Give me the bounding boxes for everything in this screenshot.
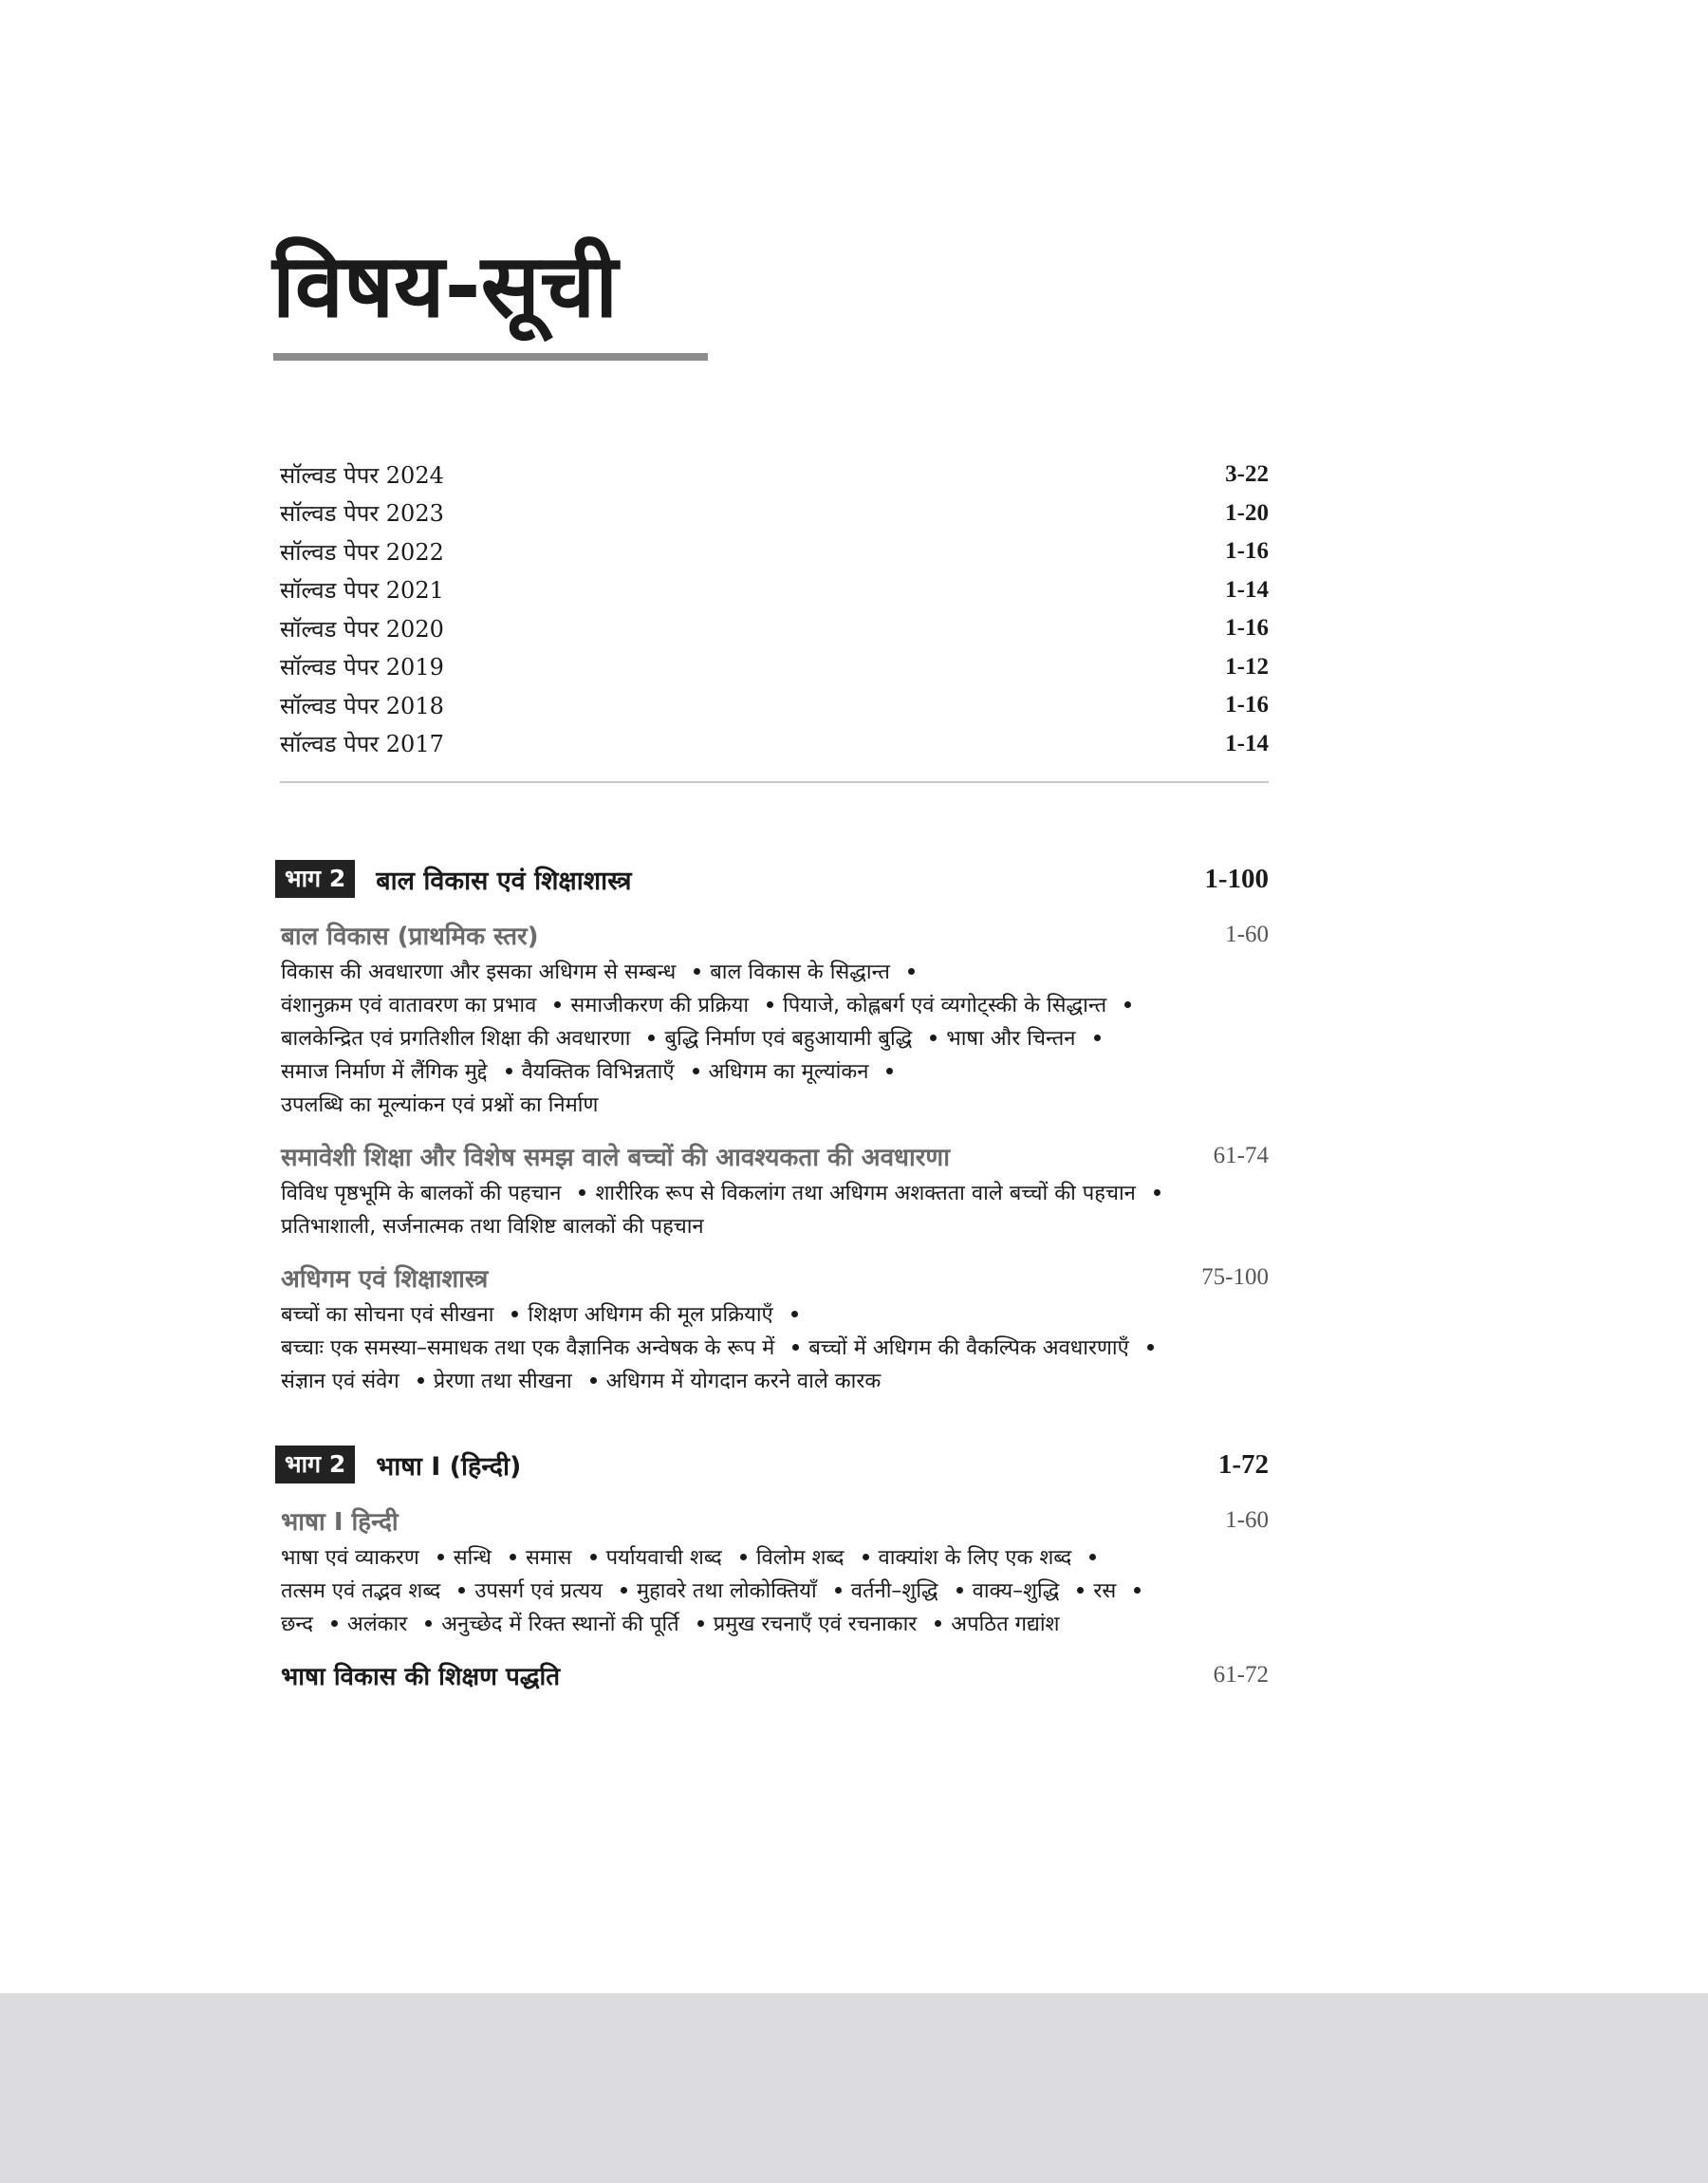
topic-item: शारीरिक रूप से विकलांग तथा अधिगम अशक्तता वाले बच्चों की पहचान — [595, 1182, 1136, 1205]
solved-paper-pages: 3-22 — [1225, 461, 1269, 488]
part-header[interactable] — [275, 1443, 1269, 1486]
bullet-separator — [590, 1377, 597, 1384]
bullet-separator — [693, 1068, 699, 1074]
section-title: समावेशी शिक्षा और विशेष समझ वाले बच्चों की आवश्यकता की अवधारणा — [281, 1144, 950, 1172]
topic-item: समाजीकरण की प्रक्रिया — [570, 994, 750, 1017]
bullet-separator — [590, 1554, 597, 1560]
topic-list — [281, 1541, 1178, 1641]
section-page-range: 61-74 — [1213, 1143, 1269, 1168]
solved-paper-pages: 1-14 — [1225, 730, 1269, 756]
topic-item: प्रमुख रचनाएँ एवं रचनाकार — [713, 1613, 918, 1636]
section-title: भाषा I हिन्दी — [281, 1508, 399, 1537]
topic-item: बालकेन्द्रित एवं प्रगतिशील शिक्षा की अवधारणा — [281, 1027, 631, 1051]
page-title: विषय-सूची — [272, 235, 619, 337]
bullet-separator — [792, 1344, 799, 1351]
bullet-separator — [956, 1587, 963, 1594]
section-hindi-language — [281, 1502, 1269, 1641]
topic-item: बुद्धि निर्माण एवं बहुआयामी बुद्धि — [664, 1027, 913, 1051]
solved-paper-pages: 1-20 — [1225, 499, 1269, 526]
bullet-separator — [1089, 1554, 1096, 1560]
topic-list — [281, 1298, 1178, 1398]
topic-item: भाषा और चिन्तन — [946, 1027, 1076, 1051]
bullet-separator — [863, 1554, 869, 1560]
section-header[interactable] — [281, 1259, 1269, 1297]
solved-paper-label: सॉल्वड पेपर 2022 — [280, 538, 444, 566]
bullet-separator — [331, 1620, 338, 1627]
topic-item: बच्चों में अधिगम की वैकल्पिक अवधारणाएँ — [808, 1336, 1129, 1360]
solved-paper-pages: 1-14 — [1225, 576, 1269, 603]
bullet-separator — [767, 1001, 773, 1008]
topic-item: सन्धि — [453, 1546, 492, 1570]
bullet-separator — [621, 1587, 627, 1594]
topic-item: विविध पृष्ठभूमि के बालकों की पहचान — [281, 1182, 562, 1205]
footer-band — [0, 1993, 1708, 2183]
section-title: बाल विकास (प्राथमिक स्तर) — [281, 923, 539, 951]
solved-paper-pages: 1-16 — [1225, 538, 1269, 565]
topic-item: प्रतिभाशाली, सर्जनात्मक तथा विशिष्ट बालकों की पहचान — [281, 1215, 704, 1239]
topic-item: पियाजे, कोह्लबर्ग एवं व्यगोट्स्की के सिद्धान्त — [783, 994, 1107, 1017]
bullet-separator — [908, 968, 915, 975]
part-title: भाषा I (हिन्दी) — [376, 1451, 522, 1482]
topic-item: बच्चाः एक समस्या–समाधक तथा एक वैज्ञानिक अन्वेषक के रूप में — [281, 1336, 775, 1360]
part-language-hindi — [275, 1443, 1269, 1694]
topic-item: संज्ञान एवं संवेग — [281, 1370, 399, 1393]
part-header[interactable] — [275, 857, 1269, 901]
section-learning-pedagogy — [281, 1259, 1269, 1398]
title-underline — [273, 353, 708, 361]
bullet-separator — [458, 1587, 465, 1594]
bullet-separator — [425, 1620, 432, 1627]
topic-item: समास — [525, 1546, 572, 1570]
topic-item: बाल विकास के सिद्धान्त — [710, 961, 890, 984]
part-page-range: 1-72 — [1217, 1448, 1269, 1480]
section-language-pedagogy — [281, 1656, 1269, 1694]
topic-item: रस — [1093, 1579, 1117, 1603]
topic-item: मुहावरे तथा लोकोक्तियाँ — [636, 1579, 817, 1603]
topic-item: प्रेरणा तथा सीखना — [433, 1370, 572, 1393]
bullet-separator — [935, 1620, 941, 1627]
topic-item: अनुच्छेद में रिक्त स्थानों की पूर्ति — [441, 1613, 679, 1636]
section-page-range: 75-100 — [1201, 1264, 1269, 1290]
solved-paper-label: सॉल्वड पेपर 2024 — [280, 461, 444, 489]
solved-paper-label: सॉल्वड पेपर 2021 — [280, 577, 444, 605]
topic-item: छन्द — [281, 1613, 313, 1636]
topic-item: विलोम शब्द — [755, 1546, 845, 1570]
solved-paper-row[interactable] — [280, 609, 1269, 648]
bullet-separator — [511, 1311, 518, 1317]
bullet-separator — [791, 1311, 798, 1317]
section-title: भाषा विकास की शिक्षण पद्धति — [281, 1663, 561, 1691]
bullet-separator — [554, 1001, 561, 1008]
solved-paper-row[interactable] — [280, 532, 1269, 571]
section-header[interactable] — [281, 1502, 1269, 1539]
solved-paper-row[interactable] — [280, 571, 1269, 610]
solved-paper-row[interactable] — [280, 456, 1269, 494]
solved-paper-label: सॉल्वड पेपर 2020 — [280, 615, 444, 643]
part-page-range: 1-100 — [1204, 863, 1269, 894]
bullet-separator — [835, 1587, 842, 1594]
topic-item: वाक्य–शुद्धि — [972, 1579, 1060, 1603]
bullet-separator — [697, 1620, 704, 1627]
section-title: अधिगम एवं शिक्षाशास्त्र — [281, 1265, 489, 1294]
topic-item: भाषा एवं व्याकरण — [281, 1546, 419, 1570]
section-child-development — [281, 916, 1269, 1122]
solved-paper-row[interactable] — [280, 494, 1269, 533]
bullet-separator — [1134, 1587, 1141, 1594]
solved-paper-pages: 1-12 — [1225, 653, 1269, 680]
section-inclusive-education — [281, 1137, 1269, 1243]
topic-list — [281, 1177, 1178, 1243]
bullet-separator — [886, 1068, 893, 1074]
bullet-separator — [510, 1554, 516, 1560]
part-title: बाल विकास एवं शिक्षाशास्त्र — [376, 866, 632, 896]
section-divider — [280, 781, 1269, 783]
solved-paper-label: सॉल्वड पेपर 2019 — [280, 654, 444, 681]
topic-list — [281, 956, 1178, 1122]
bullet-separator — [579, 1189, 585, 1196]
part-badge: भाग 2 — [275, 1446, 355, 1483]
solved-paper-label: सॉल्वड पेपर 2017 — [280, 731, 444, 758]
bullet-separator — [437, 1554, 444, 1560]
topic-item: समाज निर्माण में लैंगिक मुद्दे — [281, 1060, 488, 1084]
solved-paper-row[interactable] — [280, 648, 1269, 687]
topic-item: अपठित गद्यांश — [951, 1613, 1060, 1636]
topic-item: शिक्षण अधिगम की मूल प्रक्रियाएँ — [528, 1303, 773, 1327]
section-header[interactable] — [281, 1656, 1269, 1694]
solved-papers-list — [280, 456, 1269, 763]
topic-item: अलंकार — [346, 1613, 408, 1636]
bullet-separator — [694, 968, 700, 975]
bullet-separator — [1077, 1587, 1084, 1594]
bullet-separator — [1094, 1035, 1101, 1041]
topic-item: उपलब्धि का मूल्यांकन एवं प्रश्नों का निर्माण — [281, 1093, 599, 1117]
solved-paper-label: सॉल्वड पेपर 2023 — [280, 500, 444, 528]
topic-item: वैयक्तिक विभिन्नताएँ — [521, 1060, 675, 1084]
topic-item: तत्सम एवं तद्भव शब्द — [281, 1579, 441, 1603]
topic-item: विकास की अवधारणा और इसका अधिगम से सम्बन्ध — [281, 961, 677, 984]
solved-paper-pages: 1-16 — [1225, 615, 1269, 642]
bullet-separator — [1124, 1001, 1131, 1008]
solved-paper-row[interactable] — [280, 686, 1269, 725]
topic-item: पर्यायवाची शब्द — [605, 1546, 722, 1570]
topic-item: अधिगम का मूल्यांकन — [708, 1060, 869, 1084]
bullet-separator — [1154, 1189, 1160, 1196]
part-child-development — [275, 857, 1269, 1398]
topic-item: बच्चों का सोचना एवं सीखना — [281, 1303, 494, 1327]
section-page-range: 1-60 — [1225, 1507, 1269, 1533]
solved-paper-pages: 1-16 — [1225, 692, 1269, 718]
section-header[interactable] — [281, 1137, 1269, 1175]
section-page-range: 61-72 — [1213, 1662, 1269, 1688]
topic-item: वर्तनी–शुद्धि — [850, 1579, 938, 1603]
topic-item: वंशानुक्रम एवं वातावरण का प्रभाव — [281, 994, 537, 1017]
solved-paper-row[interactable] — [280, 725, 1269, 764]
solved-paper-label: सॉल्वड पेपर 2018 — [280, 692, 444, 719]
section-page-range: 1-60 — [1225, 922, 1269, 947]
part-badge: भाग 2 — [275, 860, 355, 898]
bullet-separator — [740, 1554, 747, 1560]
bullet-separator — [1147, 1344, 1154, 1351]
bullet-separator — [930, 1035, 937, 1041]
bullet-separator — [648, 1035, 655, 1041]
bullet-separator — [418, 1377, 424, 1384]
section-header[interactable] — [281, 916, 1269, 954]
topic-item: वाक्यांश के लिए एक शब्द — [878, 1546, 1072, 1570]
topic-item: उपसर्ग एवं प्रत्यय — [474, 1579, 603, 1603]
topic-item: अधिगम में योगदान करने वाले कारक — [605, 1370, 882, 1393]
bullet-separator — [506, 1068, 512, 1074]
